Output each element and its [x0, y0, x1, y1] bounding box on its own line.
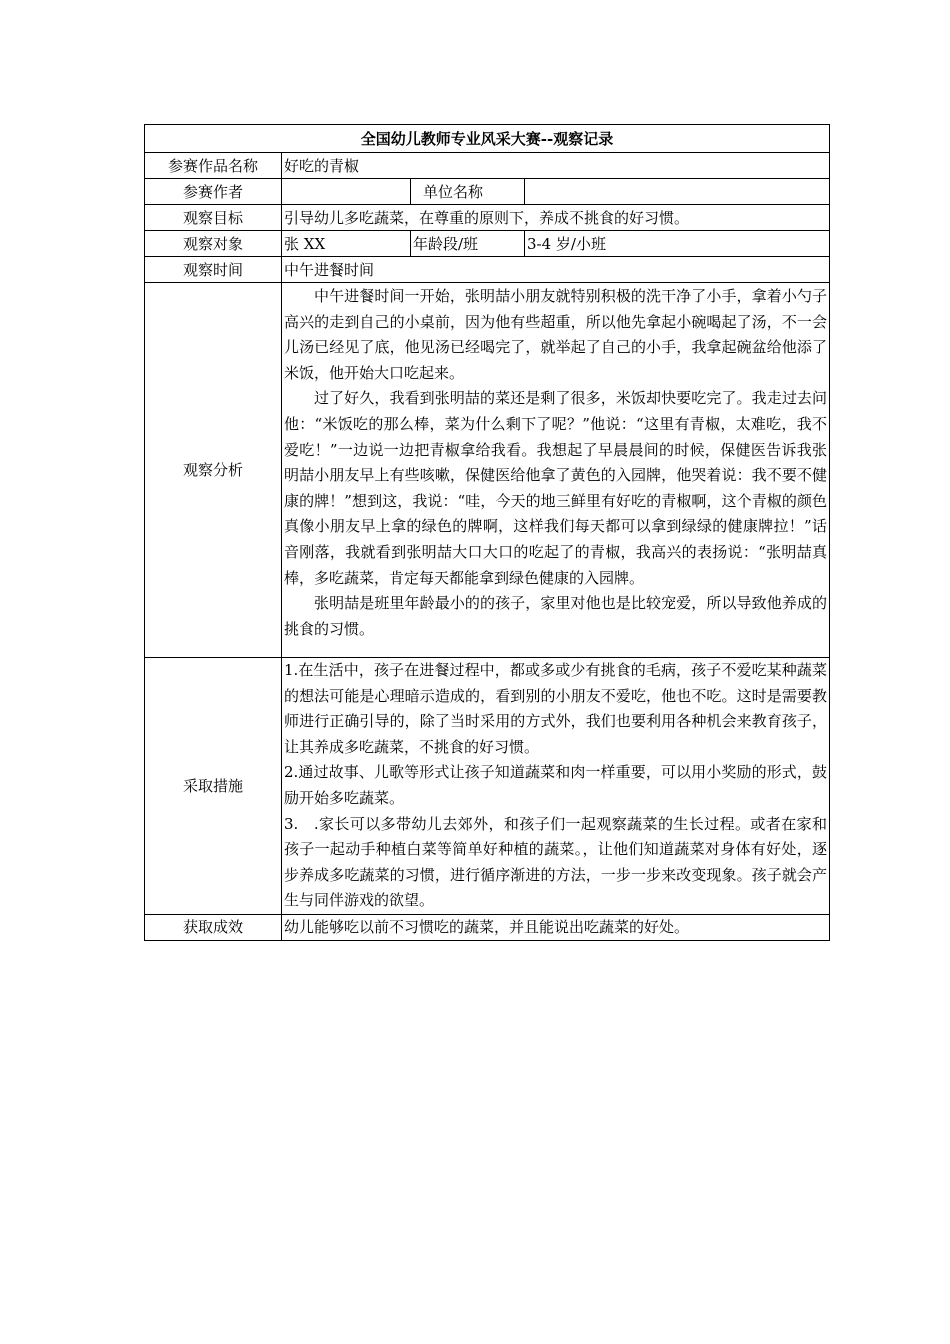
- analysis-paragraph-1: 中午进餐时间一开始，张明喆小朋友就特别积极的洗干净了小手，拿着小勺子高兴的走到自己的小桌前，因为他有些超重，所以他先拿起小碗喝起了汤，不一会儿汤已经见了底，他见汤已经喝完了，就举起了自己的小手，我拿起碗盆给他添了米饭，他开始大口吃起来。: [284, 287, 828, 382]
- author-label: 参赛作者: [145, 179, 282, 205]
- measures-label: 采取措施: [145, 658, 282, 915]
- analysis-paragraph-3: 张明喆是班里年龄最小的的孩子，家里对他也是比较宠爱，所以导致他养成的挑食的习惯。: [284, 594, 828, 638]
- age-group-label: 年龄段/班: [411, 231, 525, 257]
- goal-label: 观察目标: [145, 205, 282, 231]
- observation-record-table: [144, 124, 830, 941]
- result-value: 幼儿能够吃以前不习惯吃的蔬菜，并且能说出吃蔬菜的好处。: [282, 914, 830, 940]
- measure-item-3: 3. .家长可以多带幼儿去郊外，和孩子们一起观察蔬菜的生长过程。或者在家和孩子一起动手种植白菜等简单好种植的蔬菜。，让他们知道蔬菜对身体有好处，逐步养成多吃蔬菜的习惯，进行循序渐进的方法，一步一步来改变现象。孩子就会产生与同伴游戏的欲望。: [284, 814, 828, 910]
- subject-value: 张 XX: [282, 231, 411, 257]
- author-value: [282, 179, 411, 205]
- analysis-cell: [282, 283, 830, 658]
- time-label: 观察时间: [145, 257, 282, 283]
- work-name-label: 参赛作品名称: [145, 153, 282, 179]
- unit-value: [525, 179, 830, 205]
- measures-cell: [282, 658, 830, 915]
- analysis-paragraph-2: 过了好久，我看到张明喆的菜还是剩了很多，米饭却快要吃完了。我走过去问他：“米饭吃的那么棒，菜为什么剩下了呢？”他说：“这里有青椒，太难吃，我不爱吃！”一边说一边把青椒拿给我看。我想起了早晨晨间的时候，保健医告诉我张明喆小朋友早上有些咳嗽，保健医给他拿了黄色的入园牌，他哭着说：我不要不健康的牌！”想到这，我说：“哇，今天的地三鲜里有好吃的青椒啊，这个青椒的颜色真像小朋友早上拿的绿色的牌啊，这样我们每天都可以拿到绿绿的健康牌拉！”话音刚落，我就看到张明喆大口大口的吃起了的青椒，我高兴的表扬说：“张明喆真棒，多吃蔬菜，肯定每天都能拿到绿色健康的入园牌。: [284, 389, 828, 587]
- time-value: 中午进餐时间: [282, 257, 830, 283]
- unit-label: 单位名称: [411, 179, 525, 205]
- age-group-value: 3-4 岁/小班: [525, 231, 830, 257]
- measure-item-1: 1.在生活中，孩子在进餐过程中，都或多或少有挑食的毛病，孩子不爱吃某种蔬菜的想法可能是心理暗示造成的，看到别的小朋友不爱吃，他也不吃。这时是需要教师进行正确引导的，除了当时采用的方式外，我们也要利用各种机会来教育孩子，让其养成多吃蔬菜，不挑食的好习惯。: [284, 661, 828, 756]
- goal-value: 引导幼儿多吃蔬菜，在尊重的原则下，养成不挑食的好习惯。: [282, 205, 830, 231]
- subject-label: 观察对象: [145, 231, 282, 257]
- record-title: 全国幼儿教师专业风采大赛--观察记录: [145, 125, 830, 153]
- result-label: 获取成效: [145, 914, 282, 940]
- work-name-value: 好吃的青椒: [282, 153, 830, 179]
- measure-item-2: 2.通过故事、儿歌等形式让孩子知道蔬菜和肉一样重要，可以用小奖励的形式，鼓励开始多吃蔬菜。: [284, 763, 828, 807]
- analysis-label: 观察分析: [145, 283, 282, 658]
